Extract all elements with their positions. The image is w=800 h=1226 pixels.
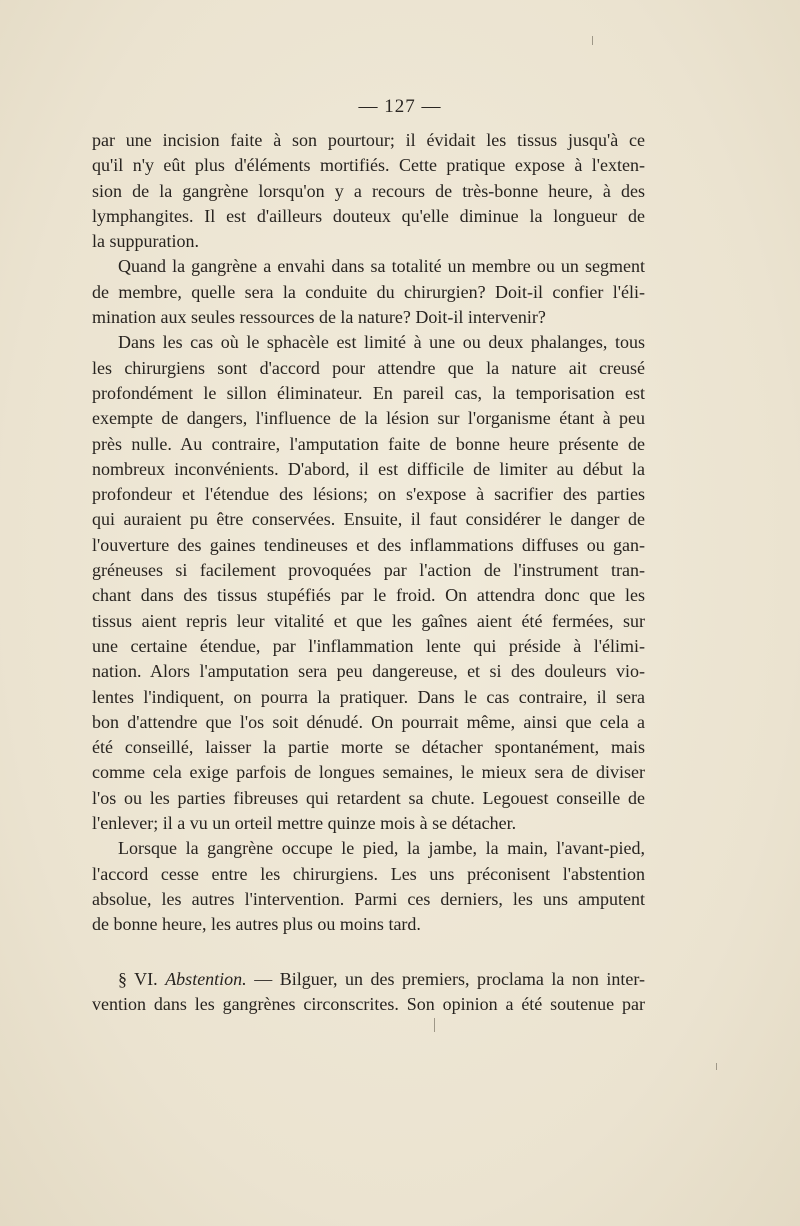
text-line: profondeur et l'étendue des lésions; on s'expose à sacrifier des parties [92,484,645,505]
text-line: de bonne heure, les autres plus ou moins tard. [92,914,421,935]
text-line: gréneuses si facilement provoquées par l'action de l'instrument tran- [92,560,645,581]
text-line: l'enlever; il a vu un orteil mettre quinze mois à se détacher. [92,813,517,834]
section-vi [92,967,645,1018]
text-line: sion de la gangrène lorsqu'on y a recours de très-bonne heure, à des [92,180,645,201]
text-line: chant dans des tissus stupéfiés par le froid. On attendra donc que les [92,585,645,606]
text-line: nation. Alors l'amputation sera peu dangereuse, et si des douleurs vio- [92,661,645,682]
paragraph [92,330,645,836]
text-line: Lorsque la gangrène occupe le pied, la jambe, la main, l'avant-pied, [118,838,645,859]
text-line: près nulle. Au contraire, l'amputation faite de bonne heure présente de [92,433,645,454]
text-line: comme cela exige parfois de longues semaines, le mieux sera de diviser [92,762,645,783]
page-speck [592,36,593,45]
section-spacer [92,938,645,967]
text-line: absolue, les autres l'intervention. Parmi ces derniers, les uns amputent [92,888,645,909]
text-line: profondément le sillon éliminateur. En pareil cas, la temporisation est [92,382,645,403]
text-line: l'ouverture des gaines tendineuses et des inflammations diffuses ou gan- [92,534,645,555]
text-line: de membre, quelle sera la conduite du chirurgien? Doit-il confier l'éli- [92,281,645,302]
text-line: mination aux seules ressources de la nature? Doit-il intervenir? [92,307,546,328]
text-line: la suppuration. [92,231,199,252]
text-line: qui auraient pu être conservées. Ensuite, il faut considérer le danger de [92,509,645,530]
section-first-line-rest: — Bilguer, un des premiers, proclama la non inter- [254,968,646,989]
section-first-line [92,967,645,992]
text-line: tissus aient repris leur vitalité et que les gaînes aient été fermées, sur [92,610,645,631]
text-line: bon d'attendre que l'os soit dénudé. On pourrait même, ainsi que cela a [92,711,645,732]
paragraphs [92,128,645,938]
text-line: l'accord cesse entre les chirurgiens. Les uns préconisent l'abstention [92,863,645,884]
section-label: § VI. [118,968,158,989]
text-line: été conseillé, laisser la partie morte se détacher spontanément, mais [92,737,645,758]
text-line: une certaine étendue, par l'inflammation lente qui préside à l'élimi- [92,635,645,656]
page-speck [716,1063,717,1070]
text-line: les chirurgiens sont d'accord pour attendre que la nature ait creusé [92,357,645,378]
page-body [92,128,645,1017]
text-line: par une incision faite à son pourtour; il évidait les tissus jusqu'à ce [92,130,645,150]
text-line: vention dans les gangrènes circonscrites. Son opinion a été soutenue par [92,993,645,1014]
section-lines [92,992,645,1017]
page-number: — 127 — [358,96,442,117]
text-line: Dans les cas où le sphacèle est limité à une ou deux phalanges, tous [118,332,645,353]
text-line: qu'il n'y eût plus d'éléments mortifiés. Cette pratique expose à l'exten- [92,155,645,176]
text-line: nombreux inconvénients. D'abord, il est difficile de limiter au début la [92,458,645,479]
text-line: lymphangites. Il est d'ailleurs douteux qu'elle diminue la longueur de [92,205,645,226]
paragraph [92,128,645,254]
section-title: Abstention. [165,968,247,989]
text-line: Quand la gangrène a envahi dans sa totalité un membre ou un segment [118,256,645,277]
text-line: lentes l'indiquent, on pourra la pratiquer. Dans le cas contraire, il sera [92,686,645,707]
paragraph [92,836,645,937]
text-line: exempte de dangers, l'influence de la lésion sur l'organisme étant à peu [92,408,645,429]
paragraph [92,254,645,330]
text-line: l'os ou les parties fibreuses qui retardent sa chute. Legouest conseille de [92,787,645,808]
page-speck [434,1018,435,1032]
